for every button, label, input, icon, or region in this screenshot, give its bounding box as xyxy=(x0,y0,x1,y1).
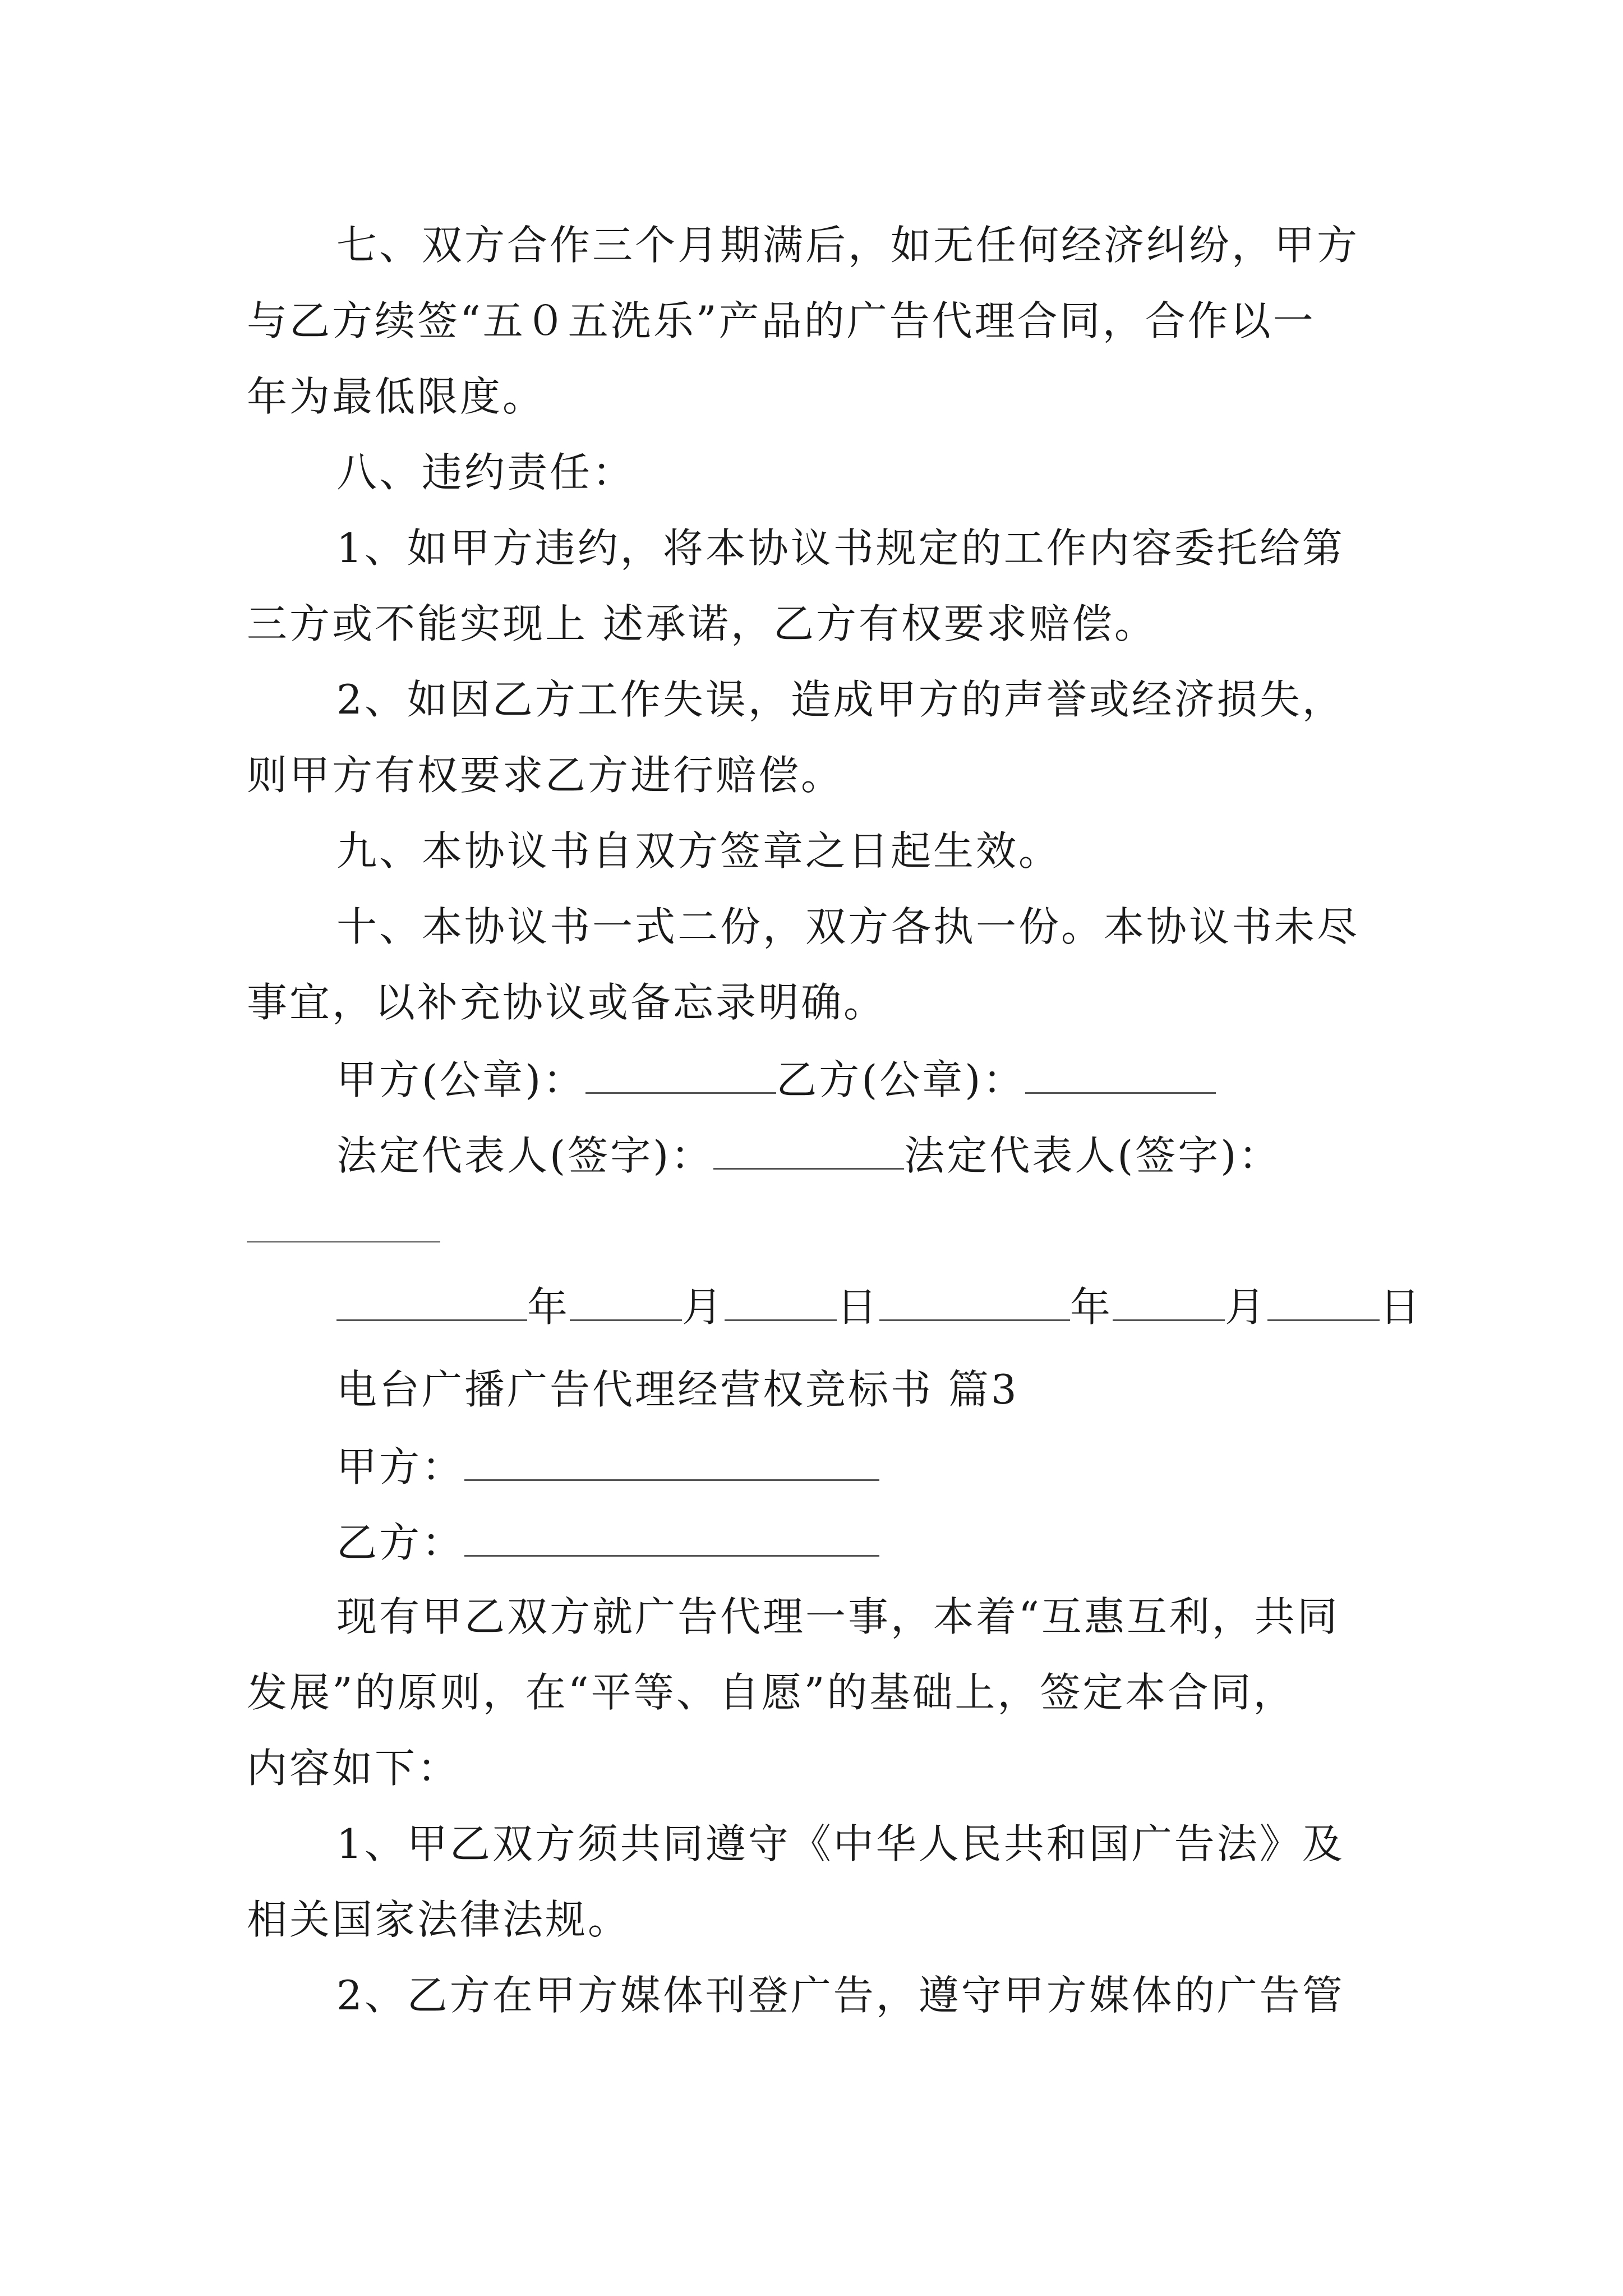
party-b-seal-label: 乙方(公章)： xyxy=(776,1056,1026,1103)
party-b-seal-blank xyxy=(1025,1053,1216,1094)
section-3-party-b-blank xyxy=(464,1516,879,1557)
section-3-title: 电台广播广告代理经营权竞标书 篇3 xyxy=(336,1366,1019,1413)
section-3-intro-line-2: 发展”的原则，在“平等、自愿”的基础上，签定本合同， xyxy=(247,1669,1296,1716)
year-a-label: 年 xyxy=(527,1283,570,1331)
party-a-seal-label: 甲方(公章)： xyxy=(336,1056,586,1103)
section-3-party-b-label: 乙方： xyxy=(336,1519,465,1566)
clause-8-2-line-2: 则甲方有权要求乙方进行赔偿。 xyxy=(247,752,844,799)
month-b-blank xyxy=(1113,1280,1225,1321)
section-3-party-a xyxy=(336,1440,879,1492)
month-b-label: 月 xyxy=(1225,1283,1268,1331)
rep-a-label: 法定代表人(签字)： xyxy=(336,1132,714,1179)
clause-7-line-2: 与乙方续签“五０五洗乐”产品的广告代理合同，合作以一 xyxy=(247,297,1316,344)
clause-9: 九、本协议书自双方签章之日起生效。 xyxy=(336,827,1062,875)
date-line xyxy=(336,1280,1422,1332)
section-3-party-a-label: 甲方： xyxy=(336,1443,465,1490)
clause-10-line-1: 十、本协议书一式二份，双方各执一份。本协议书未尽 xyxy=(336,903,1360,950)
section-3-item-2-line-1: 2、乙方在甲方媒体刊登广告，遵守甲方媒体的广告管 xyxy=(336,1972,1345,2019)
month-a-blank xyxy=(570,1280,682,1321)
day-b-blank xyxy=(1267,1280,1380,1321)
clause-7-line-3: 年为最低限度。 xyxy=(247,373,546,420)
clause-8-2-line-1: 2、如因乙方工作失误，造成甲方的声誉或经济损失， xyxy=(336,676,1345,723)
section-3-party-b xyxy=(336,1516,879,1568)
section-3-party-a-blank xyxy=(464,1440,879,1481)
representative-line xyxy=(336,1129,1281,1181)
year-a-blank xyxy=(336,1280,527,1321)
year-b-blank xyxy=(879,1280,1070,1321)
month-a-label: 月 xyxy=(682,1283,725,1331)
day-a-blank xyxy=(725,1280,837,1321)
section-3-intro-line-1: 现有甲乙双方就广告代理一事，本着“互惠互利，共同 xyxy=(336,1593,1340,1640)
party-a-seal-blank xyxy=(585,1053,776,1094)
clause-8-1-line-2: 三方或不能实现上 述承诺，乙方有权要求赔偿。 xyxy=(247,600,1157,647)
section-3-intro-line-3: 内容如下： xyxy=(247,1745,460,1792)
rep-b-blank xyxy=(247,1241,440,1243)
seal-line xyxy=(336,1053,1216,1105)
year-b-label: 年 xyxy=(1070,1283,1113,1331)
clause-7-line-1: 七、双方合作三个月期满后，如无任何经济纠纷，甲方 xyxy=(336,222,1360,269)
day-a-label: 日 xyxy=(837,1283,880,1331)
rep-a-blank xyxy=(713,1129,904,1170)
clause-10-line-2: 事宜，以补充协议或备忘录明确。 xyxy=(247,979,887,1026)
clause-8-title: 八、违约责任： xyxy=(336,449,635,496)
day-b-label: 日 xyxy=(1380,1283,1423,1331)
clause-8-1-line-1: 1、如甲方违约，将本协议书规定的工作内容委托给第 xyxy=(336,524,1345,572)
section-3-item-1-line-2: 相关国家法律法规。 xyxy=(247,1896,631,1943)
rep-b-label: 法定代表人(签字)： xyxy=(904,1132,1281,1179)
section-3-item-1-line-1: 1、甲乙双方须共同遵守《中华人民共和国广告法》及 xyxy=(336,1820,1345,1867)
